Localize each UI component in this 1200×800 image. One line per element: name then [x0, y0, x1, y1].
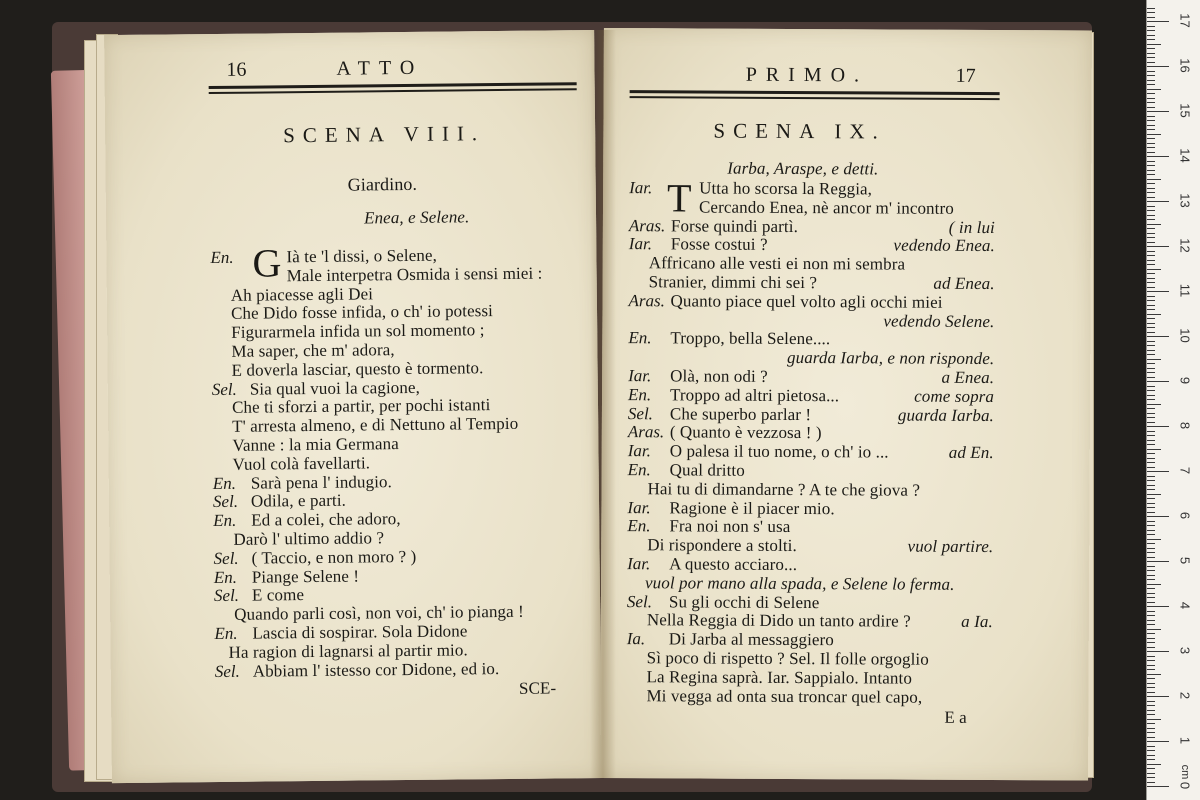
ruler-number: 15 — [1177, 103, 1193, 119]
ruler-tick — [1147, 431, 1155, 432]
verse-line: Ha ragion di lagnarsi al partir mio. — [228, 640, 468, 662]
ruler-tick — [1147, 471, 1169, 472]
ruler-tick — [1147, 75, 1155, 76]
ruler-tick — [1147, 255, 1155, 256]
ruler-tick — [1147, 678, 1155, 679]
verse-line: Che Dido fosse infida, o ch' io potessi — [230, 301, 494, 324]
ruler-tick — [1147, 759, 1155, 760]
ruler-tick — [1147, 674, 1161, 675]
ruler-tick — [1147, 372, 1155, 373]
verse-line: Che ti sforzi a partir, per pochi istanti — [231, 395, 491, 418]
ruler-number: 7 — [1177, 467, 1193, 475]
verse-line: La Regina saprà. Iar. Sappialo. Intanto — [646, 667, 913, 688]
catchword: SCE- — [518, 678, 557, 699]
ruler-tick — [1147, 345, 1155, 346]
ruler-tick — [1147, 638, 1155, 639]
ruler-tick — [1147, 300, 1155, 301]
verse-line: Forse quindi partì. — [670, 215, 799, 236]
verse-line: Sarà pena l' indugio. — [250, 471, 393, 493]
ruler-tick — [1147, 404, 1161, 405]
ruler-tick — [1147, 462, 1155, 463]
drop-capital: G — [252, 240, 282, 286]
ruler-tick — [1147, 615, 1155, 616]
ruler-number: 13 — [1177, 193, 1193, 209]
ruler-unit: cm — [1179, 764, 1191, 780]
speaker-label: Aras. — [628, 215, 666, 235]
stage-direction: vedendo Enea. — [893, 235, 995, 256]
ruler-tick — [1147, 732, 1155, 733]
ruler-tick — [1147, 467, 1155, 468]
ruler-tick — [1147, 161, 1155, 162]
ruler-tick — [1147, 273, 1155, 274]
ruler-tick — [1147, 368, 1155, 369]
ruler-tick — [1147, 125, 1155, 126]
ruler-tick — [1147, 480, 1155, 481]
ruler-tick — [1147, 737, 1155, 738]
ruler-tick — [1147, 107, 1155, 108]
verse-line: Cercando Enea, nè ancor m' incontro — [698, 197, 954, 218]
ruler-tick — [1147, 444, 1155, 445]
verse-line: Di rispondere a stolti. — [647, 535, 797, 556]
ruler-tick — [1147, 768, 1155, 769]
scene-characters: Iarba, Araspe, e detti. — [727, 158, 879, 179]
ruler-tick — [1147, 296, 1155, 297]
ruler-tick — [1147, 566, 1155, 567]
verse-line: Che superbo parlar ! — [669, 403, 812, 424]
verse-line: O palesa il tuo nome, o ch' io ... — [669, 441, 889, 462]
speaker-label: Sel. — [212, 492, 239, 512]
ruler-tick — [1147, 192, 1155, 193]
speaker-label: Iar. — [627, 497, 651, 517]
verse-line: Abbiam l' istesso cor Didone, ed io. — [252, 658, 500, 681]
ruler-number: 8 — [1177, 422, 1193, 430]
verse-line: Sia qual vuoi la cagione, — [249, 377, 421, 399]
ruler-tick — [1147, 341, 1155, 342]
ruler-tick — [1147, 750, 1155, 751]
ruler-tick — [1147, 233, 1155, 234]
ruler-tick — [1147, 390, 1155, 391]
ruler-tick — [1147, 30, 1155, 31]
ruler-tick — [1147, 516, 1169, 517]
ruler-tick — [1147, 683, 1155, 684]
ruler-tick — [1147, 8, 1155, 9]
stage-direction: ( in lui — [948, 217, 995, 237]
ruler-tick — [1147, 138, 1155, 139]
verse-line: A questo acciaro... — [669, 554, 798, 575]
speaker-label: En. — [212, 473, 237, 493]
verse-line: Vuol colà favellarti. — [232, 453, 371, 474]
ruler-tick — [1147, 656, 1155, 657]
header-rule-thin — [209, 88, 577, 93]
speaker-label: Aras. — [628, 290, 665, 311]
ruler-number: 17 — [1177, 13, 1193, 29]
ruler-tick — [1147, 170, 1155, 171]
header-rule — [630, 90, 1000, 95]
ruler-tick — [1147, 714, 1155, 715]
verse-line: Utta ho scorsa la Reggia, — [699, 178, 873, 199]
ruler-number: 10 — [1177, 328, 1193, 344]
ruler-tick — [1147, 215, 1155, 216]
ruler-tick — [1147, 224, 1161, 225]
ruler-tick — [1147, 494, 1161, 495]
verse-line: Darò l' ultimo addio ? — [233, 528, 385, 549]
ruler-tick — [1147, 701, 1155, 702]
ruler-tick — [1147, 179, 1161, 180]
ruler-tick — [1147, 647, 1155, 648]
speaker-label: En. — [627, 516, 651, 536]
ruler-tick — [1147, 21, 1169, 22]
page-number: 16 — [226, 58, 247, 81]
verse-line: Stranier, dimmi chi sei ? — [648, 272, 818, 293]
ruler-number: 16 — [1177, 58, 1193, 74]
verse-line: Mi vegga ad onta sua troncar quel capo, — [646, 685, 923, 707]
page-number: 17 — [955, 64, 976, 87]
speaker-label: En. — [213, 567, 238, 587]
stage-direction: ad En. — [948, 443, 994, 463]
ruler-tick — [1147, 764, 1161, 765]
ruler-tick — [1147, 305, 1155, 306]
ruler-tick — [1147, 584, 1161, 585]
ruler-tick — [1147, 552, 1155, 553]
ruler-tick — [1147, 116, 1155, 117]
speaker-label: Sel. — [213, 548, 239, 568]
ruler-tick — [1147, 291, 1169, 292]
ruler-tick — [1147, 242, 1155, 243]
verse-line: E come — [251, 585, 305, 606]
ruler-tick — [1147, 237, 1155, 238]
verse-line: ( Taccio, e non moro ? ) — [251, 546, 417, 568]
ruler-tick — [1147, 543, 1155, 544]
header-rule-thin — [630, 96, 1000, 99]
ruler-tick — [1147, 354, 1155, 355]
ruler-tick — [1147, 561, 1169, 562]
ruler-tick — [1147, 269, 1161, 270]
ruler-number: 0 — [1177, 781, 1193, 790]
ruler-tick — [1147, 633, 1155, 634]
ruler-tick — [1147, 485, 1155, 486]
ruler-tick — [1147, 408, 1155, 409]
ruler-tick — [1147, 786, 1169, 787]
ruler-tick — [1147, 476, 1155, 477]
ruler-tick — [1147, 98, 1155, 99]
speaker-label: Aras. — [627, 422, 665, 442]
ruler-tick — [1147, 282, 1155, 283]
speaker-label: En. — [628, 328, 652, 348]
speaker-label: Iar. — [627, 441, 651, 461]
ruler-tick — [1147, 134, 1161, 135]
catchword: E a — [944, 708, 967, 728]
verse-line: Troppo ad altri pietosa... — [669, 385, 840, 406]
ruler-tick — [1147, 48, 1155, 49]
verse-line: Fra noi non s' usa — [669, 516, 791, 537]
speaker-label: Sel. — [626, 591, 653, 611]
ruler-number: 3 — [1177, 646, 1193, 655]
speaker-label: En. — [627, 460, 651, 480]
speaker-label: Sel. — [627, 403, 654, 423]
ruler-tick — [1147, 579, 1155, 580]
speaker-label: Iar. — [627, 554, 651, 574]
ruler-tick — [1147, 588, 1155, 589]
ruler-tick — [1147, 642, 1155, 643]
ruler-tick — [1147, 80, 1155, 81]
verse-line: Di Jarba al messaggiero — [668, 629, 834, 650]
ruler-tick — [1147, 669, 1155, 670]
ruler-tick — [1147, 525, 1155, 526]
verse-line: T' arresta almeno, e di Nettuno al Tempio — [232, 414, 519, 437]
ruler-tick — [1147, 710, 1155, 711]
verse-line: Ed a colei, che adoro, — [251, 509, 401, 530]
verse-line: ( Quanto è vezzosa ! ) — [669, 422, 822, 443]
ruler-tick — [1147, 129, 1155, 130]
ruler-tick — [1147, 102, 1155, 103]
ruler-tick — [1147, 602, 1155, 603]
ruler-tick — [1147, 746, 1155, 747]
ruler-tick — [1147, 336, 1169, 337]
ruler-tick — [1147, 111, 1169, 112]
ruler-number: 11 — [1177, 284, 1193, 298]
ruler-tick — [1147, 539, 1161, 540]
ruler-tick — [1147, 332, 1155, 333]
ruler-tick — [1147, 210, 1155, 211]
ruler-tick — [1147, 188, 1155, 189]
speaker-label: Sel. — [211, 379, 237, 399]
ruler-tick — [1147, 66, 1169, 67]
verse-line: Hai tu di dimandarne ? A te che giova ? — [647, 479, 921, 500]
verse-line: Ragione è il piacer mio. — [669, 497, 835, 518]
ruler-tick — [1147, 359, 1161, 360]
ruler-tick — [1147, 705, 1155, 706]
verse-line: Qual dritto — [669, 460, 745, 480]
speaker-label: En. — [214, 623, 238, 644]
ruler-tick — [1147, 426, 1169, 427]
ruler-tick — [1147, 287, 1155, 288]
ruler-tick — [1147, 557, 1155, 558]
ruler-tick — [1147, 507, 1155, 508]
book-gutter — [590, 30, 616, 778]
ruler-tick — [1147, 611, 1155, 612]
verse-line: Ma saper, che m' adora, — [231, 340, 395, 361]
ruler-tick — [1147, 741, 1169, 742]
verse-line: Olà, non odi ? — [670, 366, 768, 386]
ruler-tick — [1147, 278, 1155, 279]
ruler-tick — [1147, 651, 1169, 652]
stage-direction: ad Enea. — [933, 273, 995, 294]
ruler-tick — [1147, 422, 1155, 423]
ruler-tick — [1147, 219, 1155, 220]
speaker-label: En. — [210, 247, 234, 268]
ruler-tick — [1147, 453, 1155, 454]
ruler-tick — [1147, 377, 1155, 378]
verse-line: Affricano alle vesti ei non mi sembra — [648, 253, 906, 274]
stage-direction: come sopra — [914, 386, 995, 406]
ruler-tick — [1147, 440, 1155, 441]
ruler-tick — [1147, 327, 1155, 328]
verse-line: Piange Selene ! — [251, 566, 360, 587]
ruler-tick — [1147, 548, 1155, 549]
ruler-tick — [1147, 782, 1155, 783]
stage-direction: vuol por mano alla spada, e Selene lo ferma. — [645, 573, 955, 594]
speaker-label: Sel. — [214, 661, 240, 681]
verse-line: Figurarmela infida un sol momento ; — [231, 320, 485, 343]
ruler-tick — [1147, 620, 1155, 621]
ruler-tick — [1147, 71, 1155, 72]
stage-direction: guarda Iarba, e non risponde. — [786, 348, 995, 369]
speaker-label: Sel. — [213, 586, 240, 606]
stage-direction: vedendo Selene. — [883, 311, 995, 331]
verse-line: Sì poco di rispetto ? Sel. Il folle orgoglio — [646, 648, 929, 669]
ruler-tick — [1147, 687, 1155, 688]
verse-line: Lascia di sospirar. Sola Didone — [252, 621, 468, 643]
speaker-label: En. — [627, 384, 652, 405]
ruler-tick — [1147, 489, 1155, 490]
ruler-tick — [1147, 206, 1155, 207]
ruler-tick — [1147, 35, 1155, 36]
ruler-tick — [1147, 575, 1155, 576]
ruler-tick — [1147, 147, 1155, 148]
ruler-tick — [1147, 12, 1155, 13]
ruler-tick — [1147, 57, 1155, 58]
ruler-tick — [1147, 264, 1155, 265]
verse-line: Ah piacesse agli Dei — [230, 283, 374, 305]
ruler-tick — [1147, 660, 1155, 661]
ruler-tick — [1147, 399, 1155, 400]
verse-line: Troppo, bella Selene.... — [670, 328, 831, 349]
speaker-label: En. — [213, 510, 237, 531]
ruler-tick — [1147, 458, 1155, 459]
ruler-tick — [1147, 570, 1155, 571]
verse-line: Quando parli così, non voi, ch' io pianga ! — [234, 601, 524, 625]
speaker-label: Iar. — [628, 366, 652, 386]
ruler-number: 14 — [1177, 148, 1193, 164]
ruler-tick — [1147, 53, 1155, 54]
ruler-tick — [1147, 530, 1155, 531]
ruler-tick — [1147, 174, 1155, 175]
ruler-number: 2 — [1177, 691, 1193, 700]
ruler-tick — [1147, 386, 1155, 387]
ruler-tick — [1147, 728, 1155, 729]
ruler-tick — [1147, 521, 1155, 522]
ruler-number: 9 — [1177, 377, 1193, 385]
ruler-tick — [1147, 503, 1155, 504]
ruler-tick — [1147, 84, 1155, 85]
ruler-tick — [1147, 165, 1155, 166]
ruler-number: 4 — [1177, 601, 1193, 610]
ruler-tick — [1147, 309, 1155, 310]
ruler-tick — [1147, 323, 1155, 324]
ruler-tick — [1147, 251, 1155, 252]
ruler-tick — [1147, 39, 1155, 40]
speaker-label: Iar. — [629, 178, 653, 198]
verse-line: Su gli occhi di Selene — [668, 591, 820, 612]
verse-line: Odila, e parti. — [250, 491, 347, 512]
left-page — [104, 30, 602, 783]
ruler-number: 6 — [1177, 512, 1193, 520]
drop-capital: T — [666, 175, 692, 221]
ruler-tick — [1147, 260, 1155, 261]
ruler-tick — [1147, 512, 1155, 513]
ruler-tick — [1147, 395, 1155, 396]
scene-title: SCENA VIII. — [283, 121, 486, 148]
ruler-tick — [1147, 629, 1161, 630]
stage-direction: vuol partire. — [907, 536, 994, 557]
ruler-tick — [1147, 152, 1155, 153]
ruler-tick — [1147, 62, 1155, 63]
ruler-tick — [1147, 156, 1169, 157]
ruler-tick — [1147, 26, 1155, 27]
scene-setting: Giardino. — [347, 173, 418, 195]
ruler-tick — [1147, 593, 1155, 594]
ruler-tick — [1147, 534, 1155, 535]
ruler-tick — [1147, 197, 1155, 198]
stage-direction: guarda Iarba. — [897, 405, 994, 425]
verse-line: Vanne : la mia Germana — [232, 434, 399, 455]
ruler-tick — [1147, 44, 1161, 45]
running-head: ATTO — [336, 56, 424, 80]
verse-line: Fosse costui ? — [670, 234, 768, 255]
ruler-tick — [1147, 413, 1155, 414]
verse-line: Male interpetra Osmida i sensi miei : — [286, 263, 543, 286]
ruler-number: 12 — [1177, 238, 1193, 254]
ruler-tick — [1147, 719, 1161, 720]
scene-title: SCENA IX. — [713, 118, 886, 144]
ruler-tick — [1147, 143, 1155, 144]
ruler-tick — [1147, 777, 1155, 778]
verse-line: E doverla lasciar, questo è tormento. — [231, 357, 484, 380]
ruler-tick — [1147, 17, 1155, 18]
verse-line: Quanto piace quel volto agli occhi miei — [670, 291, 943, 312]
stage-direction: a Enea. — [941, 367, 995, 388]
ruler-tick — [1147, 417, 1155, 418]
ruler-number: 5 — [1177, 557, 1193, 565]
ruler-tick — [1147, 773, 1155, 774]
right-page — [600, 28, 1092, 781]
speaker-label: Iar. — [628, 234, 653, 254]
ruler-tick — [1147, 449, 1161, 450]
ruler-tick — [1147, 435, 1155, 436]
ruler-tick — [1147, 363, 1155, 364]
ruler-tick — [1147, 665, 1155, 666]
ruler-tick — [1147, 246, 1169, 247]
ruler-tick — [1147, 498, 1155, 499]
ruler-tick — [1147, 723, 1155, 724]
stage-direction: a Ia. — [961, 612, 993, 632]
ruler-tick — [1147, 755, 1155, 756]
ruler-tick — [1147, 624, 1155, 625]
ruler-tick — [1147, 89, 1161, 90]
running-head: PRIMO. — [745, 63, 869, 87]
ruler-tick — [1147, 350, 1155, 351]
ruler-tick — [1147, 381, 1169, 382]
ruler-tick — [1147, 228, 1155, 229]
scene-characters: Enea, e Selene. — [363, 207, 470, 228]
ruler-tick — [1147, 201, 1169, 202]
verse-line: Nella Reggia di Dido un tanto ardire ? — [646, 610, 911, 632]
speaker-label: Ia. — [626, 629, 646, 649]
ruler-tick — [1147, 93, 1155, 94]
ruler-tick — [1147, 597, 1155, 598]
ruler-tick — [1147, 120, 1155, 121]
ruler-number: 1 — [1177, 736, 1193, 745]
ruler-tick — [1147, 314, 1161, 315]
verse-line: Ià te 'l dissi, o Selene, — [286, 245, 438, 267]
ruler-tick — [1147, 692, 1155, 693]
ruler-tick — [1147, 606, 1169, 607]
ruler-tick — [1147, 696, 1169, 697]
ruler-tick — [1147, 183, 1155, 184]
ruler-tick — [1147, 318, 1155, 319]
measurement-ruler — [1146, 0, 1200, 800]
